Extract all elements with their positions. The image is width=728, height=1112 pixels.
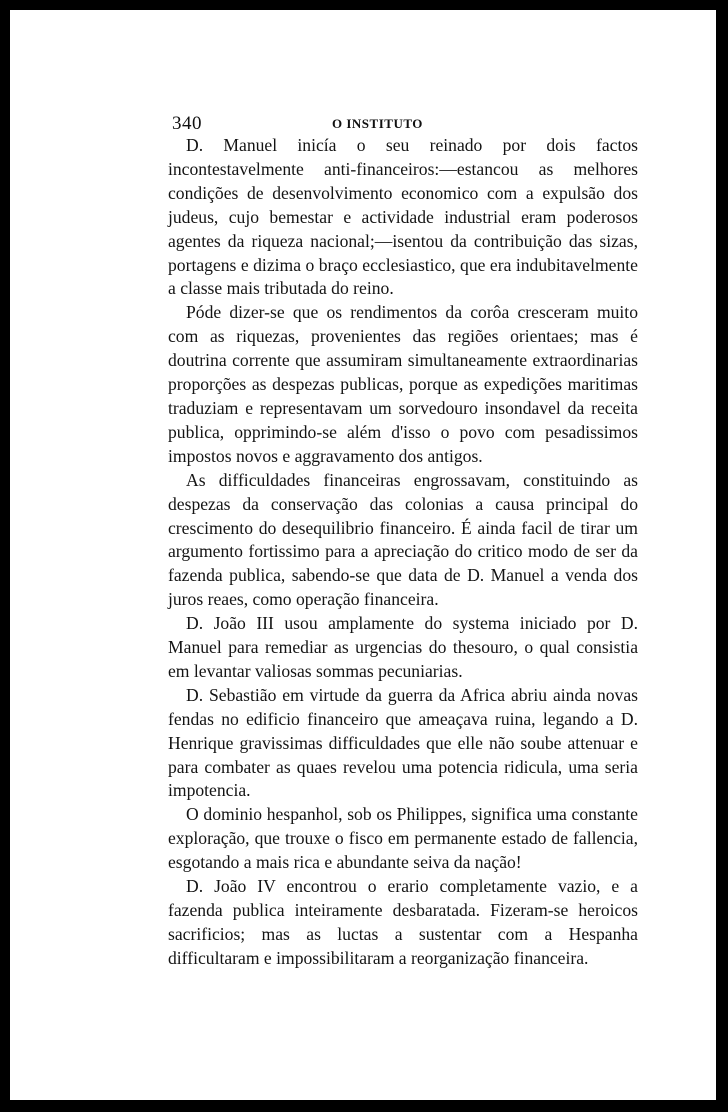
running-title: O INSTITUTO bbox=[332, 116, 423, 131]
paragraph-d-joao-iv: D. João IV encontrou o erario completamente vazio, e a fazenda publica inteiramente desbaratada. Fizeram-se heroicos sacrificios; mas as luctas a sustentar com a Hespanha difficultaram e impossibilitaram a reorganização financeira. bbox=[168, 876, 638, 968]
page-number: 340 bbox=[172, 113, 202, 134]
paragraph-rendimentos: Póde dizer-se que os rendimentos da corôa cresceram muito com as riquezas, provenientes das regiões orientaes; mas é doutrina corrente que assumiram simultaneamente extraordinarias proporções as despezas publicas, porque as expedições maritimas traduziam e representavam um sorvedouro insondavel da receita publica, opprimindo-se além d'isso o povo com pesadissimos impostos novos e aggravamento dos antigos. bbox=[168, 302, 638, 466]
paragraph-d-joao-iii: D. João III usou amplamente do systema iniciado por D. Manuel para remediar as urgencias do thesouro, o qual consistia em levantar valiosas sommas pecuniarias. bbox=[168, 613, 638, 681]
paragraph-d-manuel: D. Manuel inicía o seu reinado por dois factos incontestavelmente anti-financeiros:—estancou as melhores condições de desenvolvimento economico com a expulsão dos judeus, cujo bemestar e actividade industrial eram poderosos agentes da riqueza nacional;—isentou da contribuição das sizas, portagens e dizima o braço ecclesiastico, que era indubitavelmente a classe mais tributada do reino. bbox=[168, 135, 638, 299]
paragraph-dominio-hespanhol: O dominio hespanhol, sob os Philippes, significa uma constante exploração, que trouxe o fisco em permanente estado de fallencia, esgotando a mais rica e abundante seiva da nação! bbox=[168, 804, 638, 873]
paragraph-difficuldades: As difficuldades financeiras engrossavam, constituindo as despezas da conservação das colonias a causa principal do crescimento do desequilibrio financeiro. É ainda facil de tirar um argumento fortissimo para a apreciação do critico modo de ser da fazenda publica, sabendo-se que data de D. Manuel a venda dos juros reaes, como operação financeira. bbox=[168, 469, 638, 610]
body-text bbox=[168, 134, 638, 971]
paragraph-d-sebastiao: D. Sebastião em virtude da guerra da Africa abriu ainda novas fendas no edificio financeiro que ameaçava ruina, legando a D. Henrique gravissimas difficuldades que elle não soube attenuar e para combater as quaes revelou uma potencia ridicula, uma seria impotencia. bbox=[168, 684, 638, 801]
